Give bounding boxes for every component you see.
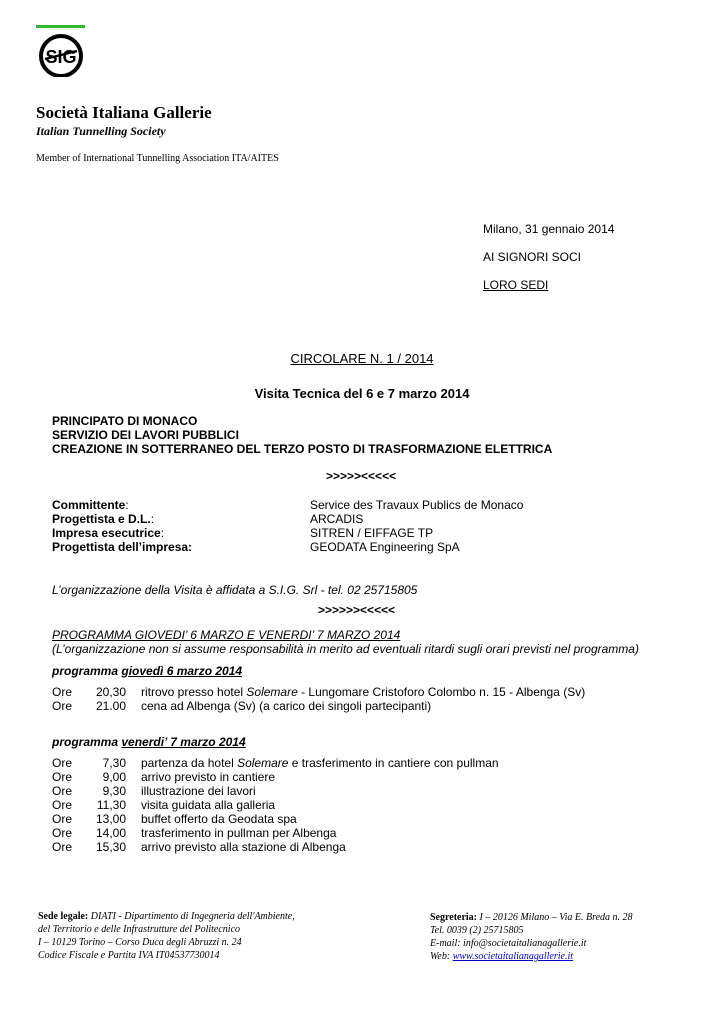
program-title: PROGRAMMA GIOVEDI’ 6 MARZO E VENERDI’ 7 MARZO 2014 xyxy=(52,628,401,642)
schedule-row: Ore 9,00 arrivo previsto in cantiere xyxy=(52,770,276,784)
role-label: Progettista dell’impresa: xyxy=(52,540,193,554)
subject-line: CREAZIONE IN SOTTERRANEO DEL TERZO POSTO DI TRASFORMAZIONE ELETTRICA xyxy=(52,442,553,456)
footer-legal-address: Sede legale: DIATI - Dipartimento di Ingegneria dell'Ambiente, del Territorio e delle Infrastrutture del Politecnico I – 10129 Torino – Corso Duca degli Abruzzi n. 24 Codice Fiscale e Partita IVA IT04537730014 xyxy=(38,911,295,961)
website-link[interactable]: www.societaitalianagallerie.it xyxy=(452,951,574,962)
organization-note: L’organizzazione della Visita è affidata a S.I.G. Srl - tel. 02 25715805 xyxy=(52,583,418,597)
footer-secretariat: Segreteria: I – 20126 Milano – Via E. Breda n. 28 Tel. 0039 (2) 25715805 E-mail: info@societaitalianagallerie.it Web: www.societaitalianagallerie.it xyxy=(430,912,633,962)
circular-title: CIRCOLARE N. 1 / 2014 xyxy=(290,351,434,366)
letter-recipient-location: LORO SEDI xyxy=(483,278,549,292)
letter-date: Milano, 31 gennaio 2014 xyxy=(483,222,615,236)
schedule-row: Ore 21.00 cena ad Albenga (Sv) (a carico dei singoli partecipanti) xyxy=(52,699,432,713)
visit-title: Visita Tecnica del 6 e 7 marzo 2014 xyxy=(254,386,470,401)
role-value: Service des Travaux Publics de Monaco xyxy=(310,498,524,512)
role-label: Impresa esecutrice: xyxy=(52,526,165,540)
role-row xyxy=(52,526,672,540)
svg-text:SIG: SIG xyxy=(45,47,77,67)
schedule-row: Ore 7,30 partenza da hotel Solemare e trasferimento in cantiere con pullman xyxy=(52,756,499,770)
day-heading: programma giovedì 6 marzo 2014 xyxy=(52,664,243,678)
role-value: ARCADIS xyxy=(310,512,364,526)
letter-recipient: AI SIGNORI SOCI xyxy=(483,250,582,264)
schedule-row: Ore 9,30 illustrazione dei lavori xyxy=(52,784,256,798)
schedule-row: Ore 15,30 arrivo previsto alla stazione di Albenga xyxy=(52,840,346,854)
role-label: Committente: xyxy=(52,498,129,512)
subject-line: SERVIZIO DEI LAVORI PUBBLICI xyxy=(52,428,239,442)
schedule-row: Ore 14,00 trasferimento in pullman per Albenga xyxy=(52,826,337,840)
sig-logo xyxy=(36,25,86,77)
role-row xyxy=(52,498,672,512)
subject-line: PRINCIPATO DI MONACO xyxy=(52,414,198,428)
program-disclaimer: (L’organizzazione non si assume responsabilità in merito ad eventuali ritardi sugli orari previsti nel programma) xyxy=(52,642,639,656)
role-row xyxy=(52,540,672,554)
role-row xyxy=(52,512,672,526)
day-heading: programma venerdi’ 7 marzo 2014 xyxy=(52,735,246,749)
schedule-row: Ore 20,30 ritrovo presso hotel Solemare - Lungomare Cristoforo Colombo n. 15 - Albenga (Sv) xyxy=(52,685,586,699)
role-label: Progettista e D.L.: xyxy=(52,512,155,526)
separator: >>>>><<<<< xyxy=(326,469,397,483)
org-name: Società Italiana Gallerie xyxy=(36,103,212,122)
role-value: SITREN / EIFFAGE TP xyxy=(310,526,434,540)
separator: >>>>>><<<<< xyxy=(318,603,396,617)
org-subtitle: Italian Tunnelling Society xyxy=(36,124,166,138)
schedule-row: Ore 11,30 visita guidata alla galleria xyxy=(52,798,276,812)
schedule-row: Ore 13,00 buffet offerto da Geodata spa xyxy=(52,812,297,826)
role-value: GEODATA Engineering SpA xyxy=(310,540,460,554)
org-membership: Member of International Tunnelling Association ITA/AITES xyxy=(36,153,279,164)
